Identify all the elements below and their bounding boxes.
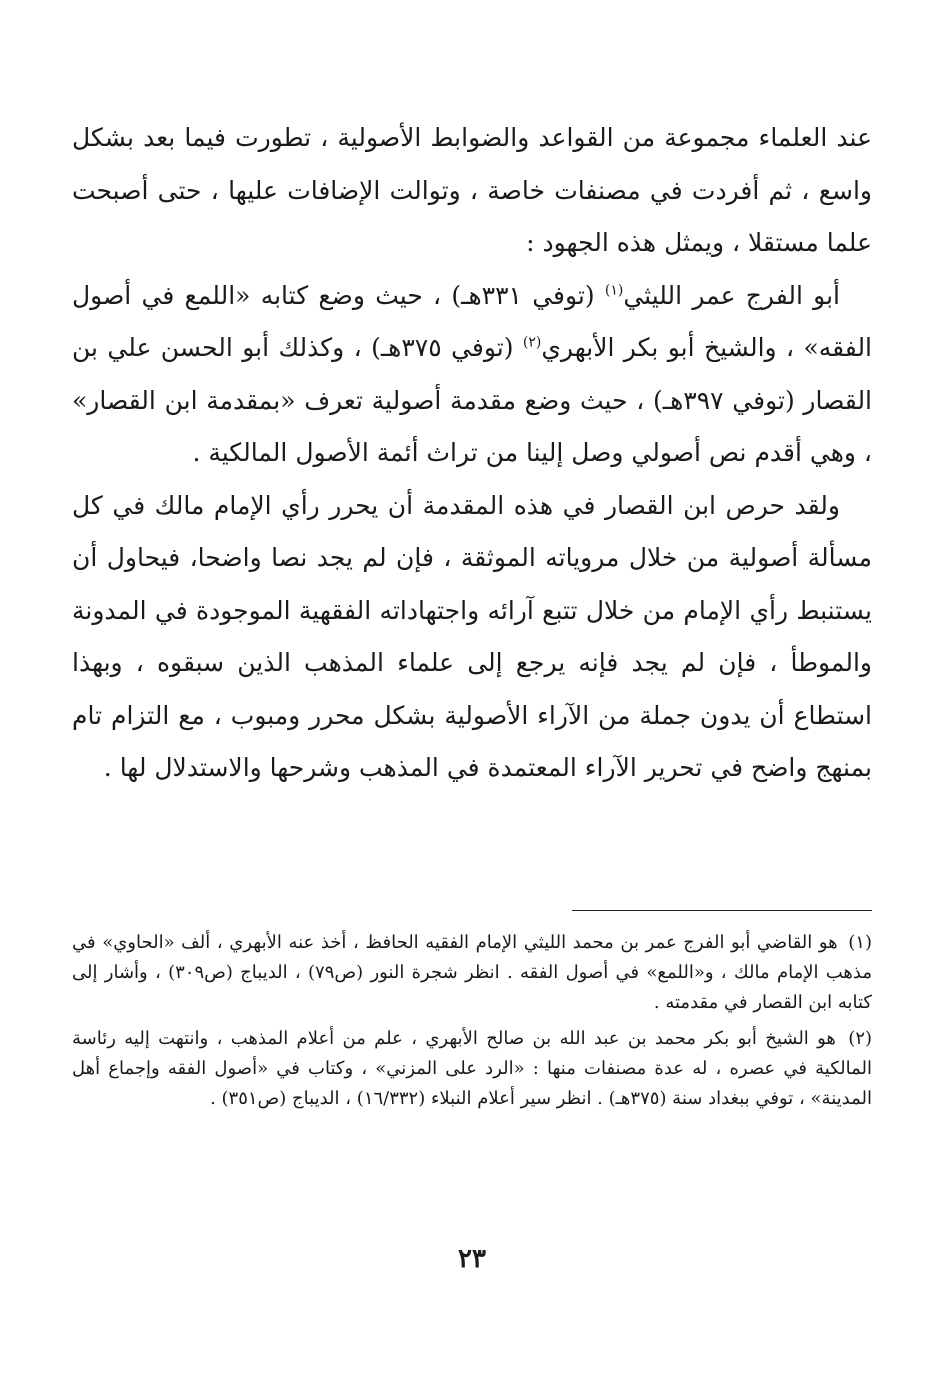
footnote-1 [72,928,872,1018]
footnotes [72,928,872,1120]
main-text [72,112,872,795]
paragraph-2-part-a: أبو الفرج عمر الليثي [623,280,840,310]
paragraph-3: ولقد حرص ابن القصار في هذه المقدمة أن يحرر رأي الإمام مالك في كل مسألة أصولية من خلال مروياته الموثقة ، فإن لم يجد نصا واضحا، فيحاول أن يستنبط رأي الإمام من خلال تتبع آرائه واجتهاداته الفقهية الموجودة في المدونة والموطأ ، فإن لم يجد فإنه يرجع إلى علماء المذهب الذين سبقوه ، وبهذا استطاع أن يدون جملة من الآراء الأصولية بشكل محرر ومبوب ، مع التزام تام بمنهج واضح في تحرير الآراء المعتمدة في المذهب وشرحها والاستدلال لها . [72,490,873,782]
paragraph-2-part-c: (توفي ٣٧٥هـ) ، وكذلك أبو الحسن علي بن القصار (توفي ٣٩٧هـ) ، حيث وضع مقدمة أصولية تعرف «بمقدمة ابن القصار» ، وهي أقدم نص أصولي وصل إلينا من تراث أئمة الأصول المالكية . [72,333,873,467]
footnote-2 [72,1024,872,1114]
footnote-separator [572,910,872,911]
footnote-1-number: (١) [848,932,872,953]
page-number: ٢٣ [458,1244,486,1274]
footnote-2-text: هو الشيخ أبو بكر محمد بن عبد الله بن صالح الأبهري ، علم من أعلام المذهب ، وانتهت إليه رئاسة المالكية في عصره ، له عدة مصنفات منها : «الرد على المزني» ، وكتاب في «أصول الفقه وإجماع أهل المدينة» ، توفي ببغداد سنة (٣٧٥هـ) . انظر سير أعلام النبلاء (١٦/٣٣٢) ، الديباج (ص٣٥١) . [72,1028,872,1109]
footnote-2-number: (٢) [848,1028,873,1049]
paragraph-2 [72,270,872,480]
paragraph-2-part-b: (توفي ٣٣١هـ) ، حيث وضع كتابه «اللمع في أصول الفقه» ، والشيخ أبو بكر الأبهري [72,280,873,362]
paragraph-1: عند العلماء مجموعة من القواعد والضوابط الأصولية ، تطورت فيما بعد بشكل واسع ، ثم أفردت في مصنفات خاصة ، وتوالت الإضافات عليها ، حتى أصبحت علما مستقلا ، ويمثل هذه الجهود : [72,123,872,257]
footnote-ref-2[interactable]: (٢) [522,334,542,351]
footnote-ref-1[interactable]: (١) [604,282,624,299]
footnote-1-text: هو القاضي أبو الفرج عمر بن محمد الليثي الإمام الفقيه الحافظ ، أخذ عنه الأبهري ، ألف «الحاوي» في مذهب الإمام مالك ، و«اللمع» في أصول الفقه . انظر شجرة النور (ص٧٩) ، الديباج (ص٣٠٩) ، وأشار إلى كتابه ابن القصار في مقدمته . [72,932,873,1013]
